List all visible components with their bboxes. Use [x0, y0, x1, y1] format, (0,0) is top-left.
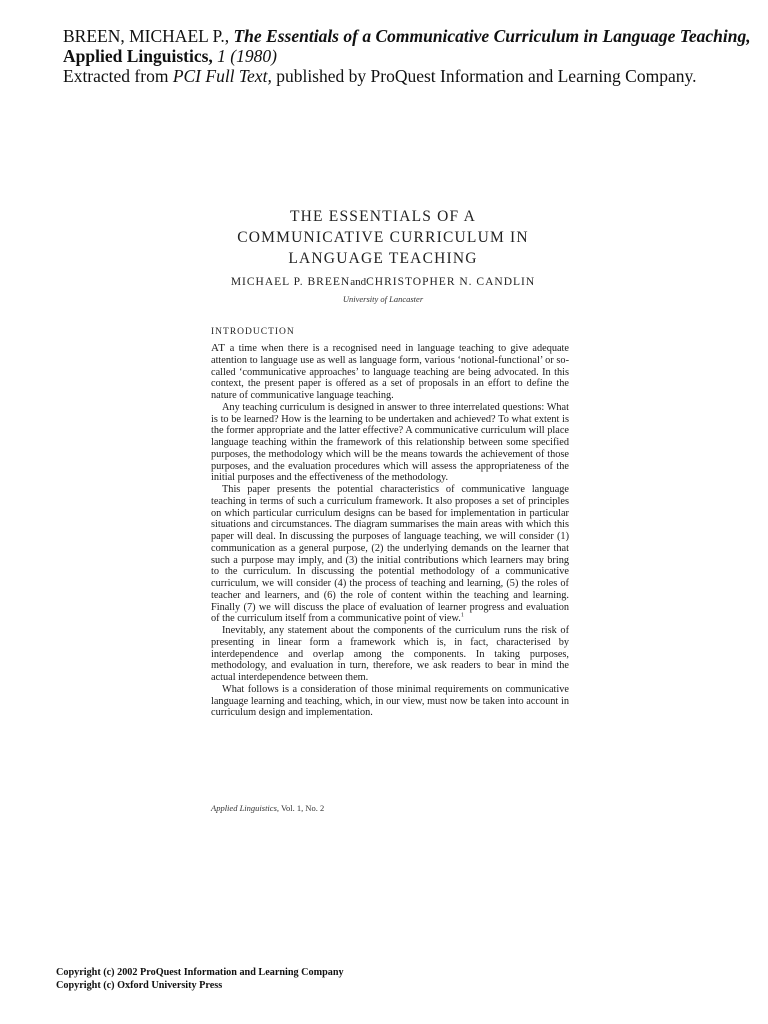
author-1: MICHAEL P. BREEN — [230, 276, 351, 288]
citation-header — [63, 26, 753, 86]
paragraph — [211, 343, 569, 402]
citation-title: The Essentials of a Communicative Curriculum in Language Teaching, — [233, 26, 751, 46]
paragraph: Any teaching curriculum is designed in answer to three interrelated questions: What is to be learned? How is the learning to be undertaken and achieved? To what extent is the former appropriate and the latter effective? A communicative curriculum will place language teaching within the framework of this relationship between some specified purposes, the methodology which will be the means towards the achievement of those purposes, and the evaluation procedures which will assess the appropriateness of the initial purposes and the effectiveness of the methodology. — [211, 401, 569, 484]
section-heading: INTRODUCTION — [211, 327, 295, 337]
journal-name: Applied Linguistics, — [63, 46, 213, 66]
publisher-text: published by ProQuest Information and Learning Company. — [276, 66, 697, 86]
affiliation: University of Lancaster — [342, 294, 424, 304]
journal-ref-volume: Vol. 1, No. 2 — [280, 803, 325, 813]
article-title — [200, 206, 566, 269]
author-joiner: and — [350, 276, 367, 288]
database-name: PCI Full Text, — [172, 66, 272, 86]
author-2: CHRISTOPHER N. CANDLIN — [366, 276, 536, 288]
volume-year: 1 (1980) — [217, 46, 277, 66]
title-line-1: THE ESSENTIALS OF A — [290, 208, 476, 225]
copyright-line-2: Copyright (c) Oxford University Press — [56, 979, 223, 991]
copyright-line-1: Copyright (c) 2002 ProQuest Information and Learning Company — [56, 967, 344, 978]
paragraph-3-text: This paper presents the potential characteristics of communicative language teaching in terms of such a curriculum framework. It also proposes a set of principles on which particular curriculum designs can be based for implementation in particular situations and circumstances. The diagram summarises the main areas with which this paper will deal. In discussing the purposes of language teaching, we will consider (1) communication as a general purpose, (2) the underlying demands on the learner that such a purpose may imply, and (3) the initial contributions which learners may bring to the curriculum. In discussing the potential methodology of a communicative curriculum, we will consider (4) the process of teaching and learning, (5) the roles of teacher and learners, and (6) the role of content within the teaching and learning. Finally (7) we will discuss the place of evaluation of learner progress and evaluation of the curriculum itself from a communicative point of view. — [211, 484, 569, 625]
citation-line-1 — [63, 26, 753, 46]
paragraph: Inevitably, any statement about the components of the curriculum runs the risk of presenting in linear form a framework which is, in fact, characterised by interdependence and overlap among the components. In taking purposes, methodology, and evaluation in turn, therefore, we ask readers to bear in mind the actual interdependence between them. — [211, 625, 569, 683]
paragraph: What follows is a consideration of those minimal requirements on communicative language learning and teaching, which, in our view, must now be taken into account in curriculum design and implementation. — [211, 683, 569, 719]
copyright-footer — [56, 967, 344, 992]
footnote-marker: 1 — [460, 612, 464, 619]
paragraph-1-text: a time when there is a recognised need in language teaching to give adequate attention to language use as well as language form, various ‘notional-functional’ or so-called ‘communicative approaches’ to language teaching are being advocated. In this context, the present paper is offered as a set of proposals in an effort to define the nature of communicative language teaching. — [211, 343, 569, 401]
article-body — [211, 343, 569, 719]
paragraph — [211, 484, 569, 625]
citation-line-2 — [63, 46, 753, 66]
citation-line-3 — [63, 66, 753, 86]
title-line-3: LANGUAGE TEACHING — [288, 250, 478, 267]
journal-reference — [211, 803, 324, 813]
extracted-prefix: Extracted from — [63, 66, 169, 86]
journal-ref-title: Applied Linguistics, — [211, 803, 279, 813]
title-line-2: COMMUNICATIVE CURRICULUM IN — [237, 229, 529, 246]
citation-authors: BREEN, MICHAEL P., — [63, 26, 230, 46]
dropcap: AT — [211, 342, 226, 354]
authors-line — [200, 276, 566, 288]
